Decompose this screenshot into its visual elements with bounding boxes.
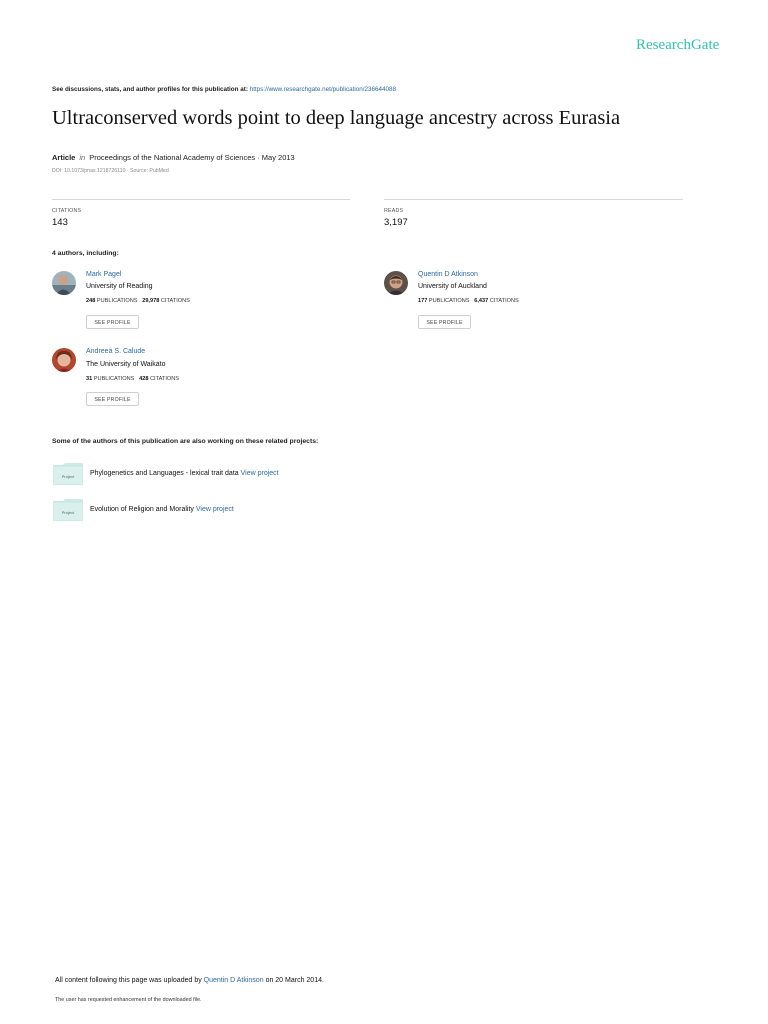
authors-heading: 4 authors, including: xyxy=(52,250,119,257)
author-name-link[interactable]: Quentin D Atkinson xyxy=(418,271,478,278)
author-stats xyxy=(86,298,190,304)
citations-label: CITATIONS xyxy=(150,376,180,382)
project-folder-icon xyxy=(53,499,83,521)
see-profile-button[interactable]: SEE PROFILE xyxy=(86,315,139,329)
project-item xyxy=(90,506,234,513)
doi-line: DOI: 10.1073/pnas.1218726110 · Source: PubMed xyxy=(52,168,169,174)
publication-title: Ultraconserved words point to deep language ancestry across Eurasia xyxy=(52,107,621,129)
author-publications-count: 177 xyxy=(418,298,428,304)
publications-label: PUBLICATIONS xyxy=(96,298,138,304)
author-citations-count: 29,978 xyxy=(142,298,160,304)
author-stats xyxy=(418,298,519,304)
author-institution: University of Auckland xyxy=(418,283,487,290)
author-publications-count: 248 xyxy=(86,298,96,304)
view-project-link[interactable]: View project xyxy=(195,506,234,513)
author-name-link[interactable]: Andreea S. Calude xyxy=(86,348,146,355)
project-icon-label: Project xyxy=(61,474,75,479)
author-citations-count: 6,437 xyxy=(474,298,489,304)
uploader-link[interactable]: Quentin D Atkinson xyxy=(203,977,264,984)
citations-label: CITATIONS xyxy=(160,298,190,304)
reads-divider xyxy=(384,199,683,200)
uploaded-prefix: All content following this page was uploaded by xyxy=(55,977,202,984)
uploaded-by-line xyxy=(55,977,324,984)
author-publications-count: 31 xyxy=(86,376,93,382)
uploaded-suffix: on 20 March 2014. xyxy=(265,977,324,984)
citations-divider xyxy=(52,199,350,200)
publications-label: PUBLICATIONS xyxy=(93,376,135,382)
project-icon-label: Project xyxy=(61,510,75,515)
avatar-mark-pagel[interactable] xyxy=(52,271,76,295)
author-name-link[interactable]: Mark Pagel xyxy=(86,271,122,278)
project-item xyxy=(90,470,279,477)
view-project-link[interactable]: View project xyxy=(240,470,279,477)
reads-label: READS xyxy=(384,208,404,214)
author-institution: The University of Waikato xyxy=(86,361,166,368)
reads-value: 3,197 xyxy=(384,217,408,228)
see-profile-button[interactable]: SEE PROFILE xyxy=(86,392,139,406)
citations-value: 143 xyxy=(52,217,68,228)
project-folder-icon xyxy=(53,463,83,485)
author-institution: University of Reading xyxy=(86,283,153,290)
publications-label: PUBLICATIONS xyxy=(428,298,470,304)
author-stats xyxy=(86,376,179,382)
citations-label: CITATIONS xyxy=(489,298,519,304)
see-discussions-line xyxy=(52,86,396,93)
avatar-andreea-calude[interactable] xyxy=(52,348,76,372)
see-profile-button[interactable]: SEE PROFILE xyxy=(418,315,471,329)
publication-meta xyxy=(52,153,295,162)
see-discussions-text: See discussions, stats, and author profiles for this publication at: xyxy=(52,86,248,93)
project-name: Evolution of Religion and Morality xyxy=(90,506,194,513)
researchgate-logo[interactable]: ResearchGate xyxy=(636,37,720,53)
enhancement-note: The user has requested enhancement of the downloaded file. xyxy=(55,997,202,1003)
in-label: in xyxy=(79,153,86,162)
journal-name: Proceedings of the National Academy of Sciences · May 2013 xyxy=(89,153,295,162)
publication-type: Article xyxy=(52,153,76,162)
related-projects-heading: Some of the authors of this publication are also working on these related projects: xyxy=(52,438,319,445)
author-citations-count: 428 xyxy=(139,376,149,382)
project-name: Phylogenetics and Languages - lexical trait data xyxy=(90,470,239,477)
citations-label: CITATIONS xyxy=(52,208,82,214)
publication-url-link[interactable]: https://www.researchgate.net/publication/236644088 xyxy=(249,86,397,93)
avatar-quentin-atkinson[interactable] xyxy=(384,271,408,295)
